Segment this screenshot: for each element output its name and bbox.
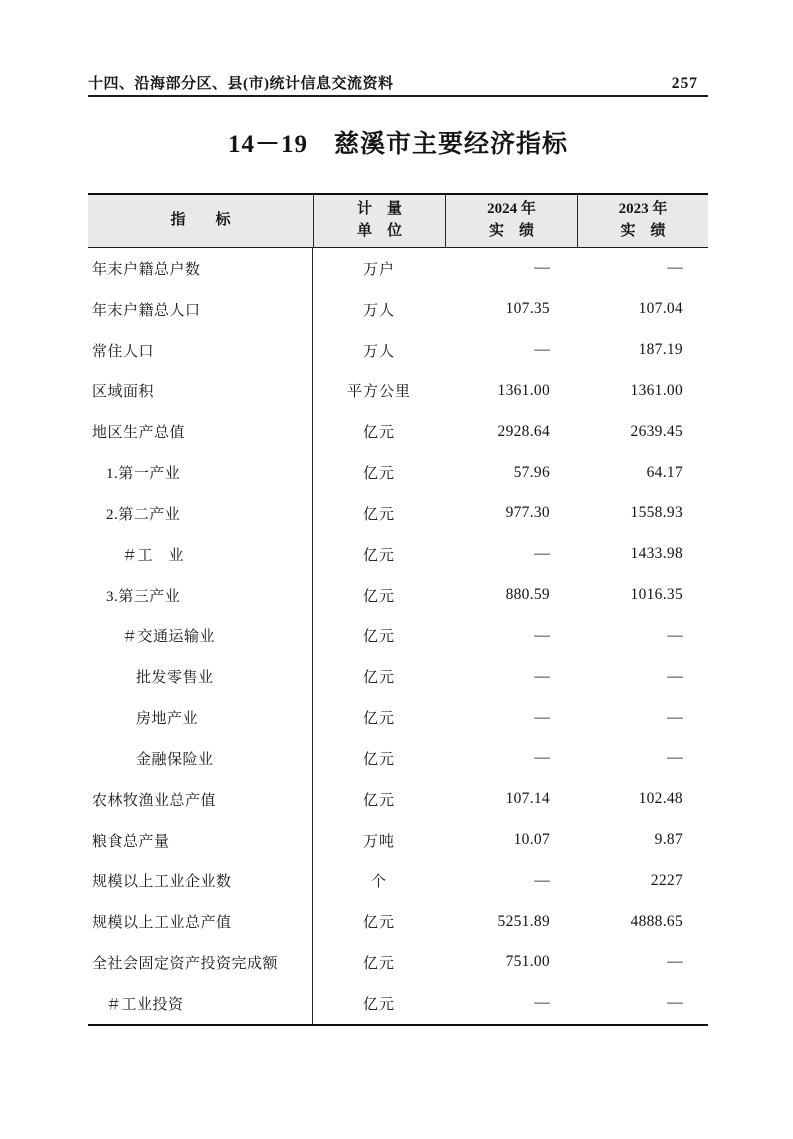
value-2023-cell: 2639.45 bbox=[630, 422, 683, 440]
unit-cell: 亿元 bbox=[362, 588, 395, 605]
table-row bbox=[88, 697, 708, 738]
running-head-rule bbox=[88, 95, 708, 97]
value-2024-cell: — bbox=[534, 259, 550, 277]
economic-indicators-table bbox=[88, 193, 708, 1026]
table-row bbox=[88, 493, 708, 534]
header-2023-line2: 实 绩 bbox=[620, 223, 666, 239]
value-2023-cell: — bbox=[667, 953, 683, 971]
indicator-cell: 年末户籍总人口 bbox=[88, 289, 313, 330]
value-2024-cell: — bbox=[534, 667, 550, 685]
unit-cell: 个 bbox=[370, 874, 387, 891]
value-2024-cell: 57.96 bbox=[513, 463, 550, 481]
value-2024-cell: 880.59 bbox=[505, 586, 550, 604]
unit-cell: 亿元 bbox=[362, 711, 395, 728]
value-2024-cell: — bbox=[534, 994, 550, 1012]
value-2024-cell: 5251.89 bbox=[497, 912, 550, 930]
header-2024-line1: 2024 年 bbox=[487, 201, 536, 218]
indicator-cell: 粮食总产量 bbox=[88, 820, 313, 861]
value-2024-cell: — bbox=[534, 871, 550, 889]
unit-cell: 亿元 bbox=[362, 996, 395, 1013]
table-title: 14－19 慈溪市主要经济指标 bbox=[227, 131, 568, 158]
value-2023-cell: 1016.35 bbox=[630, 586, 683, 604]
indicator-cell: 农林牧渔业总产值 bbox=[88, 779, 313, 820]
value-2024-cell: 1361.00 bbox=[497, 381, 550, 399]
unit-cell: 亿元 bbox=[362, 466, 395, 483]
unit-cell: 平方公里 bbox=[346, 384, 411, 401]
indicator-cell: 区域面积 bbox=[88, 370, 313, 411]
header-indicator-label: 指 标 bbox=[170, 212, 231, 229]
table-header-row bbox=[88, 195, 708, 248]
table-row bbox=[88, 738, 708, 779]
indicator-cell: 3.第三产业 bbox=[88, 575, 313, 616]
value-2023-cell: 1558.93 bbox=[630, 504, 683, 522]
unit-cell: 亿元 bbox=[362, 915, 395, 932]
header-unit-line1: 计 量 bbox=[356, 201, 402, 218]
indicator-cell: ＃工 业 bbox=[88, 534, 313, 575]
running-head bbox=[88, 72, 708, 93]
indicator-cell: 2.第二产业 bbox=[88, 493, 313, 534]
unit-cell: 亿元 bbox=[362, 751, 395, 768]
indicator-cell: ＃交通运输业 bbox=[88, 615, 313, 656]
header-unit-line2: 单 位 bbox=[356, 223, 402, 239]
value-2023-cell: 1361.00 bbox=[630, 381, 683, 399]
value-2023-cell: 4888.65 bbox=[630, 912, 683, 930]
table-row bbox=[88, 942, 708, 983]
value-2024-cell: 2928.64 bbox=[497, 422, 550, 440]
indicator-cell: 规模以上工业企业数 bbox=[88, 860, 313, 901]
table-row bbox=[88, 452, 708, 493]
indicator-cell: 规模以上工业总产值 bbox=[88, 901, 313, 942]
value-2023-cell: 107.04 bbox=[638, 300, 683, 318]
table-row bbox=[88, 248, 708, 289]
table-row bbox=[88, 983, 708, 1024]
value-2023-cell: 187.19 bbox=[638, 341, 683, 359]
value-2024-cell: — bbox=[534, 708, 550, 726]
value-2023-cell: 2227 bbox=[650, 871, 683, 889]
unit-cell: 万人 bbox=[362, 343, 395, 360]
table-row bbox=[88, 615, 708, 656]
unit-cell: 亿元 bbox=[362, 955, 395, 972]
value-2024-cell: 107.14 bbox=[505, 790, 550, 808]
value-2023-cell: 102.48 bbox=[638, 790, 683, 808]
value-2024-cell: 751.00 bbox=[505, 953, 550, 971]
unit-cell: 亿元 bbox=[362, 425, 395, 442]
table-row bbox=[88, 820, 708, 861]
table-row bbox=[88, 575, 708, 616]
value-2024-cell: 977.30 bbox=[505, 504, 550, 522]
indicator-cell: 批发零售业 bbox=[88, 656, 313, 697]
value-2024-cell: 107.35 bbox=[505, 300, 550, 318]
running-head-title: 十四、沿海部分区、县(市)统计信息交流资料 bbox=[88, 76, 394, 92]
table-row bbox=[88, 860, 708, 901]
value-2024-cell: — bbox=[534, 749, 550, 767]
indicator-cell: 年末户籍总户数 bbox=[88, 248, 313, 289]
table-row bbox=[88, 656, 708, 697]
value-2023-cell: — bbox=[667, 994, 683, 1012]
table-row bbox=[88, 289, 708, 330]
unit-cell: 万吨 bbox=[362, 833, 395, 850]
table-row bbox=[88, 901, 708, 942]
header-2023 bbox=[577, 195, 708, 247]
indicator-cell: 地区生产总值 bbox=[88, 411, 313, 452]
header-2024-line2: 实 绩 bbox=[488, 223, 534, 239]
value-2023-cell: — bbox=[667, 259, 683, 277]
table-row bbox=[88, 370, 708, 411]
value-2024-cell: — bbox=[534, 545, 550, 563]
indicator-cell: 全社会固定资产投资完成额 bbox=[88, 942, 313, 983]
indicator-cell: 房地产业 bbox=[88, 697, 313, 738]
value-2024-cell: — bbox=[534, 626, 550, 644]
unit-cell: 亿元 bbox=[362, 670, 395, 687]
value-2023-cell: 1433.98 bbox=[630, 545, 683, 563]
header-unit bbox=[313, 195, 445, 247]
table-row bbox=[88, 534, 708, 575]
table-row bbox=[88, 330, 708, 371]
header-2023-line1: 2023 年 bbox=[618, 201, 668, 218]
value-2023-cell: — bbox=[667, 667, 683, 685]
indicator-cell: 常住人口 bbox=[88, 330, 313, 371]
unit-cell: 万户 bbox=[362, 261, 395, 278]
indicator-cell: ＃工业投资 bbox=[88, 983, 313, 1024]
table-row bbox=[88, 779, 708, 820]
page-number: 257 bbox=[671, 75, 698, 92]
indicator-cell: 金融保险业 bbox=[88, 738, 313, 779]
value-2023-cell: 9.87 bbox=[654, 831, 683, 848]
unit-cell: 万人 bbox=[362, 302, 395, 319]
header-2024 bbox=[445, 195, 577, 247]
table-body bbox=[88, 248, 708, 1024]
value-2023-cell: — bbox=[667, 749, 683, 767]
value-2024-cell: — bbox=[534, 341, 550, 359]
value-2023-cell: — bbox=[667, 708, 683, 726]
unit-cell: 亿元 bbox=[362, 792, 395, 809]
value-2024-cell: 10.07 bbox=[513, 831, 550, 848]
table-row bbox=[88, 411, 708, 452]
value-2023-cell: 64.17 bbox=[646, 463, 683, 481]
indicator-cell: 1.第一产业 bbox=[88, 452, 313, 493]
header-indicator bbox=[88, 195, 313, 247]
unit-cell: 亿元 bbox=[362, 547, 395, 564]
unit-cell: 亿元 bbox=[362, 629, 395, 646]
value-2023-cell: — bbox=[667, 626, 683, 644]
unit-cell: 亿元 bbox=[362, 506, 395, 523]
